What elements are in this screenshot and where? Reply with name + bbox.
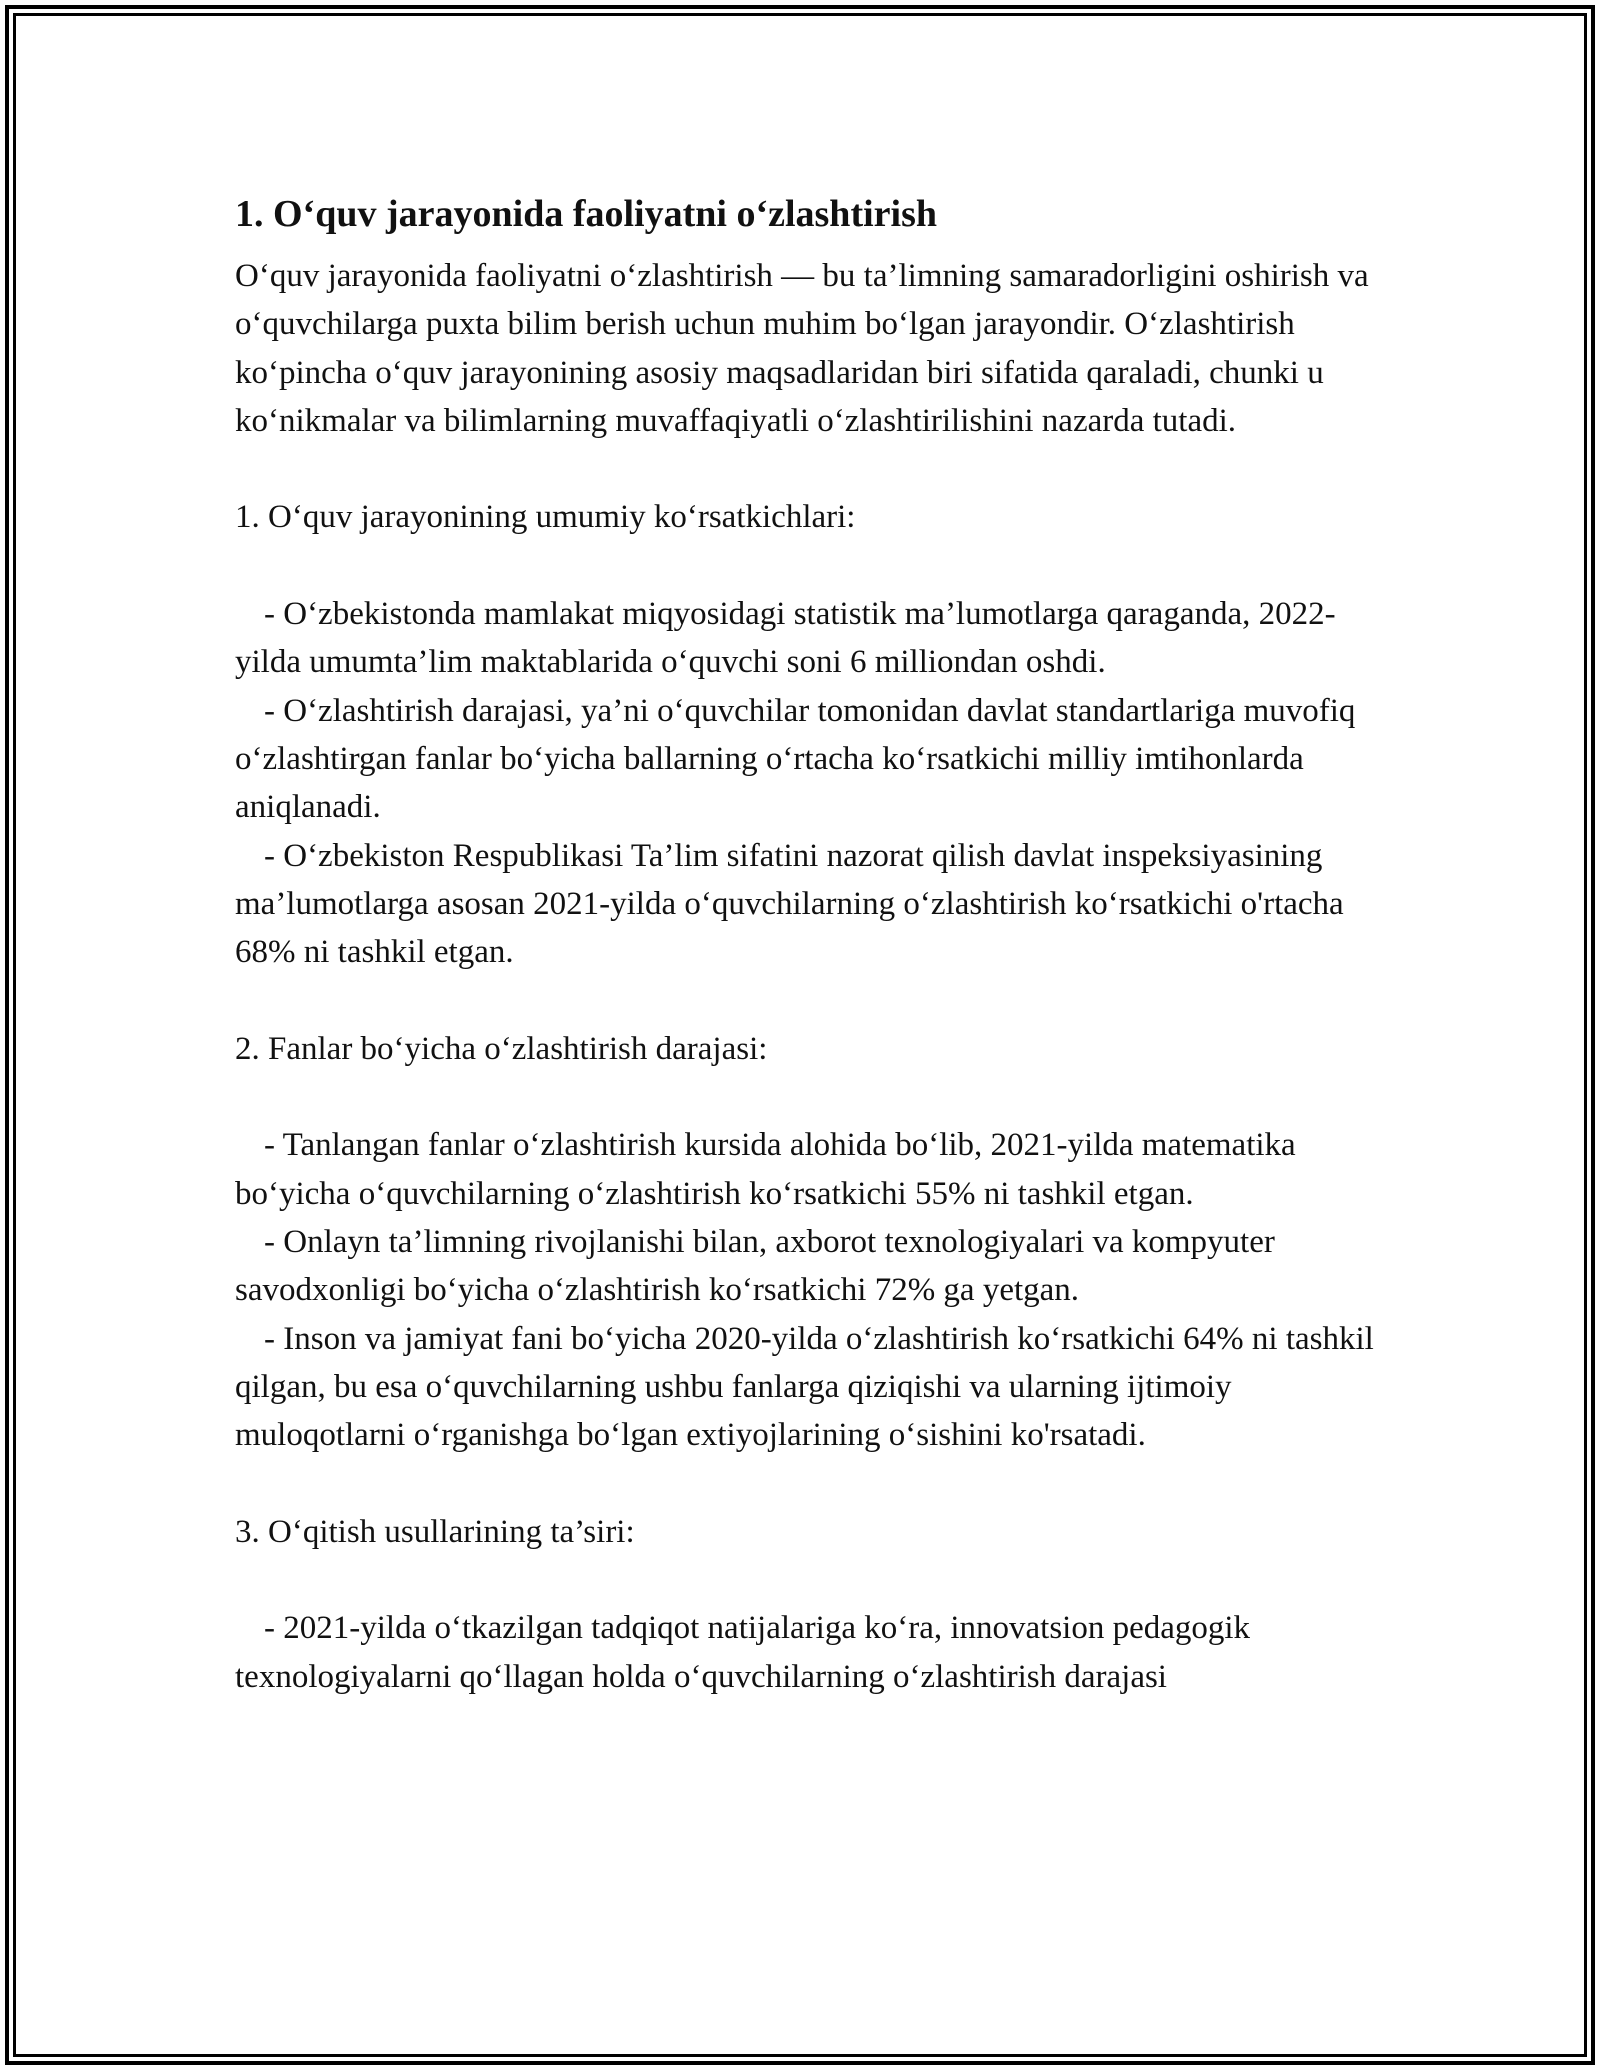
spacer	[235, 976, 1385, 1024]
spacer	[235, 1073, 1385, 1121]
section-1-item-1: - O‘zbekistonda mamlakat miqyosidagi statistik ma’lumotlarga qaraganda, 2022-yilda umumta’lim maktablarida o‘quvchi soni 6 milliondan oshdi.	[235, 596, 1336, 681]
section-2-item-3: - Inson va jamiyat fani bo‘yicha 2020-yilda o‘zlashtirish ko‘rsatkichi 64% ni tashkil qilgan, bu esa o‘quvchilarning ushbu fanlarga qiziqishi va ularning ijtimoiy muloqotlarni o‘rganishga bo‘lgan extiyojlarining o‘sishini ko'rsatadi.	[235, 1320, 1374, 1454]
section-heading-1: 1. O‘quv jarayonining umumiy ko‘rsatkichlari:	[235, 499, 856, 536]
section-2-item-1: - Tanlangan fanlar o‘zlashtirish kursida alohida bo‘lib, 2021-yilda matematika bo‘yicha o‘quvchilarning o‘zlashtirish ko‘rsatkichi 55% ni tashkil etgan.	[235, 1127, 1296, 1212]
section-heading-2: 2. Fanlar bo‘yicha o‘zlashtirish darajasi:	[235, 1030, 768, 1067]
document-title: 1. O‘quv jarayonida faoliyatni o‘zlashtirish	[235, 193, 937, 235]
section-1-item-3: - O‘zbekiston Respublikasi Ta’lim sifatini nazorat qilish davlat inspeksiyasining ma’lumotlarga asosan 2021-yilda o‘quvchilarning o‘zlashtirish ko‘rsatkichi o'rtacha 68% ni tashkil etgan.	[235, 837, 1344, 971]
spacer	[235, 542, 1385, 590]
intro-paragraph: O‘quv jarayonida faoliyatni o‘zlashtirish — bu ta’limning samaradorligini oshirish va o‘quvchilarga puxta bilim berish uchun muhim bo‘lgan jarayondir. O‘zlashtirish ko‘pincha o‘quv jarayonining asosiy maqsadlaridan biri sifatida qaraladi, chunki u ko‘nikmalar va bilimlarning muvaffaqiyatli o‘zlashtirilishini nazarda tutadi.	[235, 258, 1369, 439]
section-1-item-2: - O‘zlashtirish darajasi, ya’ni o‘quvchilar tomonidan davlat standartlariga muvofiq o‘zlashtirgan fanlar bo‘yicha ballarning o‘rtacha ko‘rsatkichi milliy imtihonlarda aniqlanadi.	[235, 692, 1356, 826]
document-body	[235, 186, 1385, 1701]
spacer	[235, 1556, 1385, 1604]
section-heading-3: 3. O‘qitish usullarining ta’siri:	[235, 1513, 635, 1550]
spacer	[235, 445, 1385, 493]
section-3-item-1: - 2021-yilda o‘tkazilgan tadqiqot natijalariga ko‘ra, innovatsion pedagogik texnologiyalarni qo‘llagan holda o‘quvchilarning o‘zlashtirish darajasi	[235, 1610, 1251, 1695]
section-2-item-2: - Onlayn ta’limning rivojlanishi bilan, axborot texnologiyalari va kompyuter savodxonligi bo‘yicha o‘zlashtirish ko‘rsatkichi 72% ga yetgan.	[235, 1223, 1275, 1309]
spacer	[235, 1459, 1385, 1507]
